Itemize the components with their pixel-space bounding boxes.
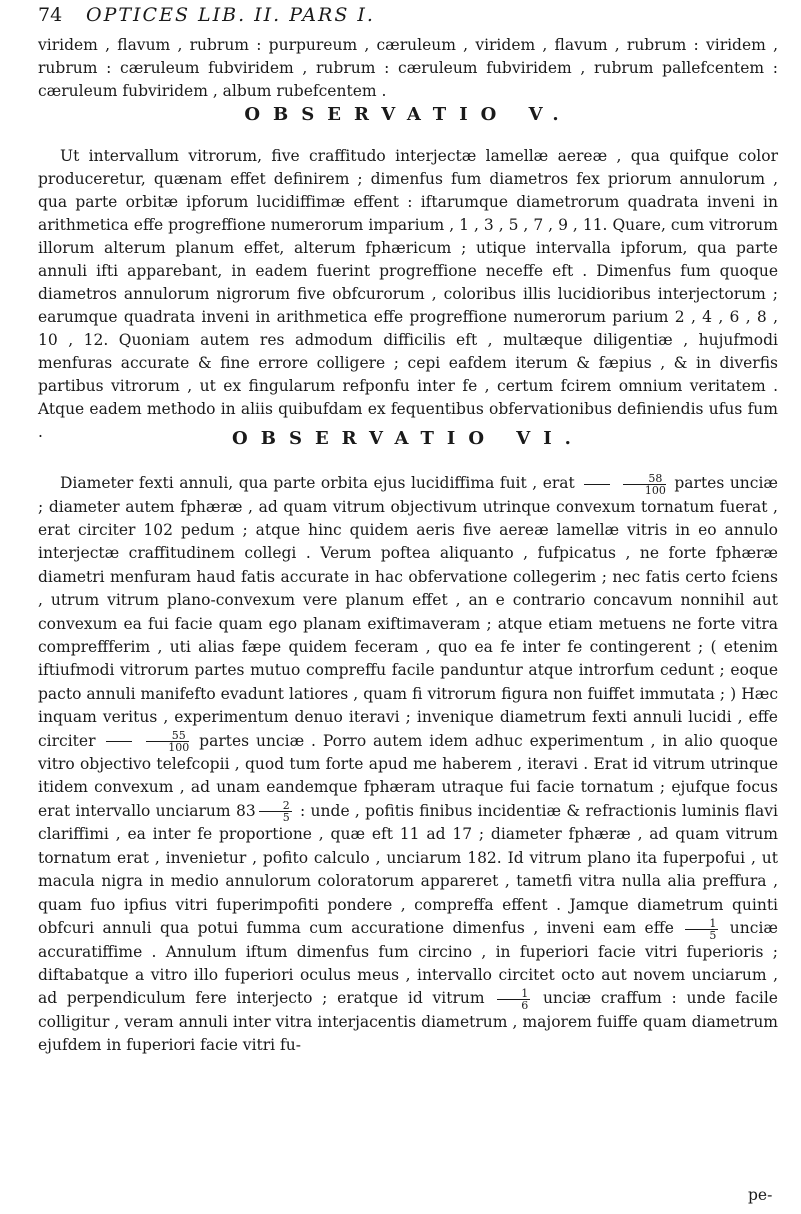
text-run: Diameter fexti annuli, qua parte orbita ejus lucidiffima fuit , erat [60, 474, 575, 492]
text-run: : unde , pofitis finibus incidentiæ & refractionis luminis flavi clariffimi , ea inter fe proportione , quæ eft 11 ad 17 ; diameter fphæræ , ad quam vitrum tornatum erat , invenietur , pofito calculo , unciarum 182. Id vitrum plano ita fuperpofui , ut macula nigra in medio annulorum coloratorum appareret , tametfi vitra nulla alia preffura , quam fuo ipfius vitri fuperimpofiti pondere , compreffa effent . Jamque diametrum quinti obfcuri annuli qua potui fumma cum accuratione dimenfus , inveni eam effe [38, 801, 778, 937]
text-run: unciæ accuratiffime . Annulum iftum dimenfus fum circino , in fuperiori facie vitri fuperioris ; diftabatque a vitro illo fuperiori oculus meus , intervallo circitet octo aut novem unciarum , ad perpendiculum fere interjecto ; eratque id vitrum [38, 919, 778, 1008]
heading-observatio-v: OBSERVATIO V. [244, 104, 572, 125]
text-run: partes unciæ ; diameter autem fphæræ , ad quam vitrum objectivum utrinque convexum tornatum fuerat , erat circiter 102 pedum ; atque hinc quidem aeris five aereæ lamellæ vitris in eo annulo interjectæ craffitudinem collegi . Verum poftea aliquanto , fufpicatus , ne forte fphæræ diametri menfuram haud fatis accurate in hac obfervatione collegerim ; nec fatis certo fciens , utrum vitrum plano-convexum vere planum effet , an e contrario concavum nonnihil aut convexum ea fui facie quam ego planam exiftimaveram ; atque etiam metuens ne forte vitra compreffferim , uti alias fæpe quidem feceram , quo ea fe inter fe contingerent ; ( etenim iftiufmodi vitrorum partes mutuo compreffu facile panduntur atque introrfum cedunt ; eoque pacto annuli manifefto evadunt latiores , quam fi vitrorum figura non fuiffet immutata ; ) Hæc inquam veritus , experimentum denuo iteravi ; invenique diametrum fexti annuli lucidi , effe circiter [38, 474, 778, 750]
running-header [38, 4, 778, 30]
fraction-numerator: 2 [259, 800, 292, 812]
heading-observatio-vi: OBSERVATIO VI. [232, 428, 584, 449]
fraction-denominator: 100 [644, 483, 666, 497]
intro-paragraph: viridem , flavum , rubrum : purpureum , cæruleum , viridem , flavum , rubrum : viridem , rubrum : cæruleum fubviridem , rubrum : cæruleum fubviridem , rubrum pallefcentem : cæruleum fubviridem , album rubefcentem . [38, 36, 778, 100]
fraction-numerator: 58 [623, 473, 666, 485]
paragraph-observatio-v: Ut intervallum vitrorum, five craffitudo interjectæ lamellæ aereæ , qua quifque color produceretur, quænam effet definirem ; dimenfus fum diametros fex priorum annulorum , qua parte orbitæ ipforum lucidiffimæ effent : iftarumque diametrorum quadrata inveni in arithmetica effe progreffione numerorum imparium , 1 , 3 , 5 , 7 , 9 , 11. Quare, cum vitrorum illorum alterum planum effet, alterum fphæricum ; utique intervalla ipforum, qua parte annuli ifti apparebant, in eadem fuerint progreffione neceffe eft . Dimenfus fum quoque diametros annulorum nigrorum five obfcurorum , coloribus illis lucidioribus interjectorum ; earumque quadrata inveni in arithmetica effe progreffione numerorum parium 2 , 4 , 6 , 8 , 10 , 12. Quoniam autem res admodum difficilis eft , multæque diligentiæ , hujufmodi menfuras accurate & fine errore colligere ; cepi eafdem iterum & fæpius , & in diverfis partibus vitrorum , ut ex fingularum refponfu inter fe , certum fcirem omnium veritatem . Atque eadem methodo in aliis quibufdam ex fequentibus obfervationibus definiendis ufus fum . [38, 147, 778, 441]
fraction [259, 800, 292, 823]
fraction-numerator: 1 [497, 988, 530, 1000]
fraction [146, 730, 189, 753]
fraction [685, 918, 718, 941]
fraction-dash [106, 741, 132, 742]
fraction-dash [584, 484, 610, 485]
mixed-whole: 83 [235, 801, 256, 820]
paragraph-observatio-vi [38, 472, 778, 1058]
fraction [497, 988, 530, 1011]
fraction-numerator: 55 [146, 730, 189, 742]
fraction [623, 473, 666, 496]
mixed-number [235, 799, 295, 825]
page-number: 74 [38, 4, 63, 26]
fraction-denominator: 5 [709, 928, 717, 942]
text-run: partes unciæ . Porro autem idem adhuc experimentum , in alio quoque vitro objectivo telefcopii , quod tum forte apud me haberem , iteravi . Erat id vitrum utrinque itidem convexum , ad unam eandemque fphæram utraque fui facie tornatum ; ejufque focus erat intervallo unciarum [38, 731, 778, 820]
fraction-denominator: 5 [282, 811, 290, 825]
fraction-denominator: 6 [521, 998, 529, 1012]
running-title: OPTICES LIB. II. PARS I. [86, 4, 375, 26]
catchword: pe- [748, 1186, 773, 1204]
fraction-numerator: 1 [685, 918, 718, 930]
fraction-denominator: 100 [168, 741, 190, 755]
text-run: unciæ craffum : unde facile colligitur , veram annuli inter vitra interjacentis diametrum , majorem fuiffe quam diametrum ejufdem in fuperiori facie vitri fu- [38, 989, 778, 1055]
